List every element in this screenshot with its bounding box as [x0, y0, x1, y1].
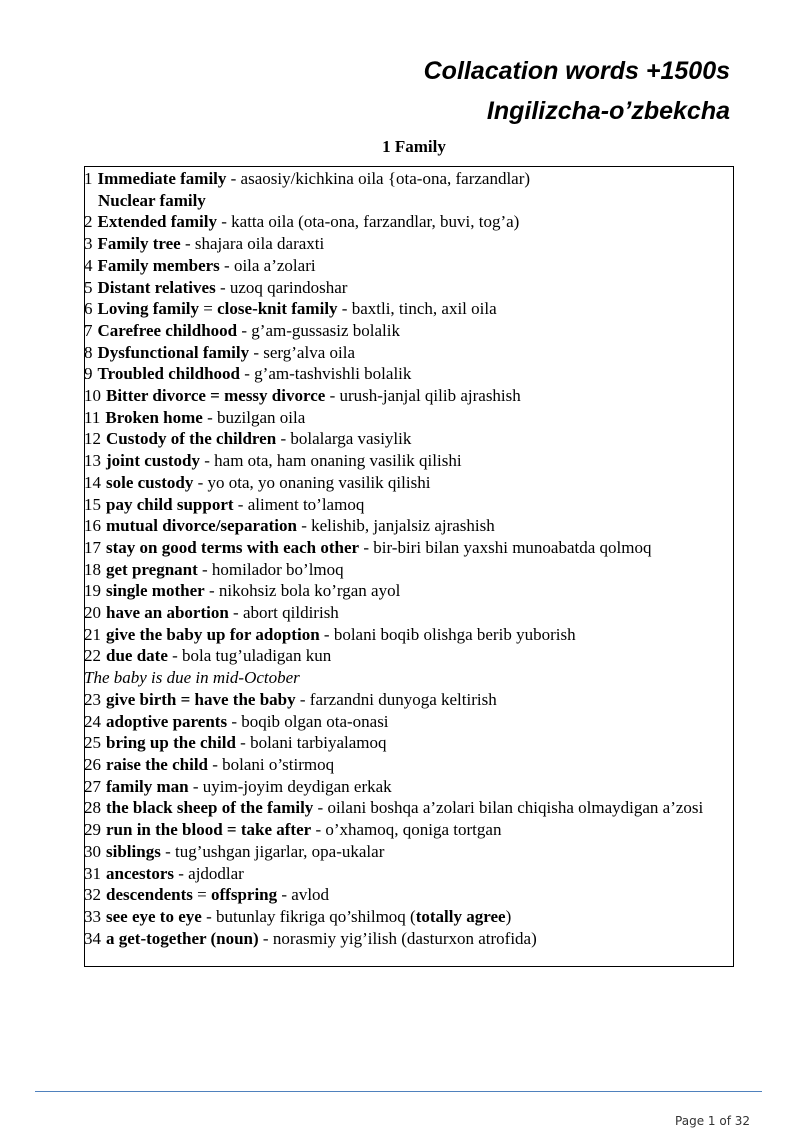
term: Custody of the children [106, 429, 277, 449]
item-number: 15 [84, 494, 101, 514]
translation: - katta oila (ota-ona, farzandlar, buvi, tog’a) [216, 212, 520, 232]
item-number: 28 [84, 798, 101, 818]
term: Loving family [97, 299, 200, 319]
term: Extended family [97, 212, 217, 232]
term-alt: totally agree [415, 906, 506, 926]
translation: - g’am-gussasiz bolalik [237, 320, 401, 340]
translation: - buzilgan oila [202, 407, 306, 427]
list-item [84, 168, 734, 190]
item-number: 3 [84, 234, 93, 254]
translation: - g’am-tashvishli bolalik [240, 364, 412, 384]
item-number: 33 [84, 906, 101, 926]
item-number: 6 [84, 299, 93, 319]
list-item [84, 450, 734, 472]
term: descendents [106, 885, 193, 905]
item-number: 12 [84, 429, 101, 449]
term: give the baby up for adoption [106, 624, 320, 644]
list-item [84, 754, 734, 776]
item-number: 21 [84, 624, 101, 644]
item-number: 2 [84, 212, 93, 232]
list-item [84, 494, 734, 516]
term: Broken home [105, 407, 203, 427]
translation: - ham ota, ham onaning vasilik qilishi [199, 451, 462, 471]
term: see eye to eye [106, 906, 202, 926]
item-number: 18 [84, 559, 101, 579]
term: raise the child [106, 754, 208, 774]
term: Dysfunctional family [97, 342, 250, 362]
term: give birth = have the baby [106, 689, 296, 709]
example-sentence: The baby is due in mid-October [84, 668, 300, 688]
list-item [84, 559, 734, 581]
item-number: 13 [84, 451, 101, 471]
translation: - abort qildirish [228, 603, 339, 623]
term: Bitter divorce = messy divorce [106, 386, 326, 406]
item-number: 30 [84, 841, 101, 861]
list-item [84, 624, 734, 646]
translation: - farzandni dunyoga keltirish [295, 689, 497, 709]
footer-divider [35, 1091, 762, 1092]
term: run in the blood = take after [106, 820, 312, 840]
item-number: 4 [84, 255, 93, 275]
list-item [84, 385, 734, 407]
list-item [84, 711, 734, 733]
list-item [84, 645, 734, 667]
translation: - bolani boqib olishga berib yuborish [319, 624, 576, 644]
term: ancestors [106, 863, 174, 883]
list-item [84, 211, 734, 233]
translation: - serg’alva oila [249, 342, 355, 362]
term: Distant relatives [97, 277, 216, 297]
item-number: 11 [84, 407, 101, 427]
item-number: 9 [84, 364, 93, 384]
item-number: 1 [84, 169, 93, 188]
translation-rest: - baxtli, tinch, axil oila [337, 299, 497, 319]
item-number: 23 [84, 689, 101, 709]
term: sole custody [106, 472, 194, 492]
term: Troubled childhood [97, 364, 241, 384]
list-item [84, 277, 734, 299]
item-number: 26 [84, 754, 101, 774]
term: due date [106, 646, 168, 666]
document-title: Collacation words +1500s [423, 57, 730, 85]
term: siblings [106, 841, 161, 861]
translation: - bolalarga vasiylik [276, 429, 412, 449]
term: Family members [97, 255, 220, 275]
translation: - yo ota, yo onaning vasilik qilishi [193, 472, 431, 492]
translation: - kelishib, janjalsiz ajrashish [296, 516, 495, 536]
translation: - shajara oila daraxti [180, 234, 325, 254]
term: pay child support [106, 494, 234, 514]
item-number: 32 [84, 885, 101, 905]
term: a get-together (noun) [106, 928, 259, 948]
translation: - ajdodlar [173, 863, 244, 883]
translation: - butunlay fikriga qo’shilmoq ( [201, 906, 416, 926]
term: adoptive parents [106, 711, 228, 731]
translation: - bolani tarbiyalamoq [235, 733, 387, 753]
list-item [84, 515, 734, 537]
item-number: 5 [84, 277, 93, 297]
list-item [84, 537, 734, 559]
translation: - bola tug’uladigan kun [167, 646, 332, 666]
list-item [84, 363, 734, 385]
translation: - uyim-joyim deydigan erkak [188, 776, 392, 796]
translation: = [192, 885, 211, 905]
translation: - tug’ushgan jigarlar, opa-ukalar [160, 841, 385, 861]
list-item [84, 819, 734, 841]
translation: - norasmiy yig’ilish (dasturxon atrofida) [258, 928, 537, 948]
item-number: 10 [84, 386, 101, 406]
page-number: Page 1 of 32 [675, 1114, 750, 1128]
list-item [84, 190, 734, 212]
item-number: 7 [84, 320, 93, 340]
term: Immediate family [97, 169, 227, 188]
list-item [84, 667, 734, 689]
list-item [84, 776, 734, 798]
term: have an abortion [106, 603, 229, 623]
translation-rest: - avlod [277, 885, 330, 905]
item-number: 22 [84, 646, 101, 666]
list-item [84, 906, 734, 928]
term: the black sheep of the family [106, 798, 314, 818]
list-item [84, 732, 734, 754]
translation: - bir-biri bilan yaxshi munoabatda qolmoq [359, 537, 652, 557]
list-item [84, 863, 734, 885]
translation: - oilani boshqa a’zolari bilan chiqisha olmaydigan a’zosi [313, 798, 704, 818]
term: get pregnant [106, 559, 198, 579]
item-number: 16 [84, 516, 101, 536]
item-number: 34 [84, 928, 101, 948]
item-number: 17 [84, 537, 101, 557]
translation: - urush-janjal qilib ajrashish [325, 386, 521, 406]
translation: - homilador bo’lmoq [197, 559, 344, 579]
list-item [84, 407, 734, 429]
term-alt: close-knit family [217, 299, 338, 319]
term: Nuclear family [98, 190, 206, 210]
translation: - nikohsiz bola ko’rgan ayol [204, 581, 401, 601]
list-item [84, 320, 734, 342]
section-heading: 1 Family [382, 137, 446, 156]
item-number: 25 [84, 733, 101, 753]
list-item [84, 428, 734, 450]
translation: - oila a’zolari [219, 255, 316, 275]
term: bring up the child [106, 733, 236, 753]
item-number: 24 [84, 711, 101, 731]
list-item [84, 797, 734, 819]
term: joint custody [106, 451, 200, 471]
list-item [84, 255, 734, 277]
term-alt: offspring [211, 885, 278, 905]
term: Carefree childhood [97, 320, 238, 340]
item-number: 29 [84, 820, 101, 840]
term: family man [106, 776, 189, 796]
list-item [84, 342, 734, 364]
term: single mother [106, 581, 205, 601]
list-item [84, 580, 734, 602]
item-number: 27 [84, 776, 101, 796]
translation: - asaosiy/kichkina oila {ota-ona, farzandlar) [226, 169, 531, 188]
list-item [84, 841, 734, 863]
term: stay on good terms with each other [106, 537, 360, 557]
translation: - bolani o’stirmoq [208, 754, 335, 774]
term: mutual divorce/separation [106, 516, 297, 536]
list-item [84, 689, 734, 711]
translation: = [199, 299, 218, 319]
translation: - aliment to’lamoq [233, 494, 365, 514]
item-number: 31 [84, 863, 101, 883]
term: Family tree [97, 234, 181, 254]
list-item [84, 298, 734, 320]
translation: - uzoq qarindoshar [215, 277, 348, 297]
translation: - o’xhamoq, qoniga tortgan [311, 820, 502, 840]
translation: - boqib olgan ota-onasi [227, 711, 389, 731]
document-subtitle: Ingilizcha-o’zbekcha [486, 97, 730, 125]
item-number: 8 [84, 342, 93, 362]
vocabulary-list [84, 168, 734, 949]
translation-rest: ) [505, 906, 512, 926]
list-item [84, 602, 734, 624]
item-number: 14 [84, 472, 101, 492]
list-item [84, 233, 734, 255]
list-item [84, 928, 734, 950]
list-item [84, 884, 734, 906]
item-number: 19 [84, 581, 101, 601]
item-number: 20 [84, 603, 101, 623]
list-item [84, 472, 734, 494]
